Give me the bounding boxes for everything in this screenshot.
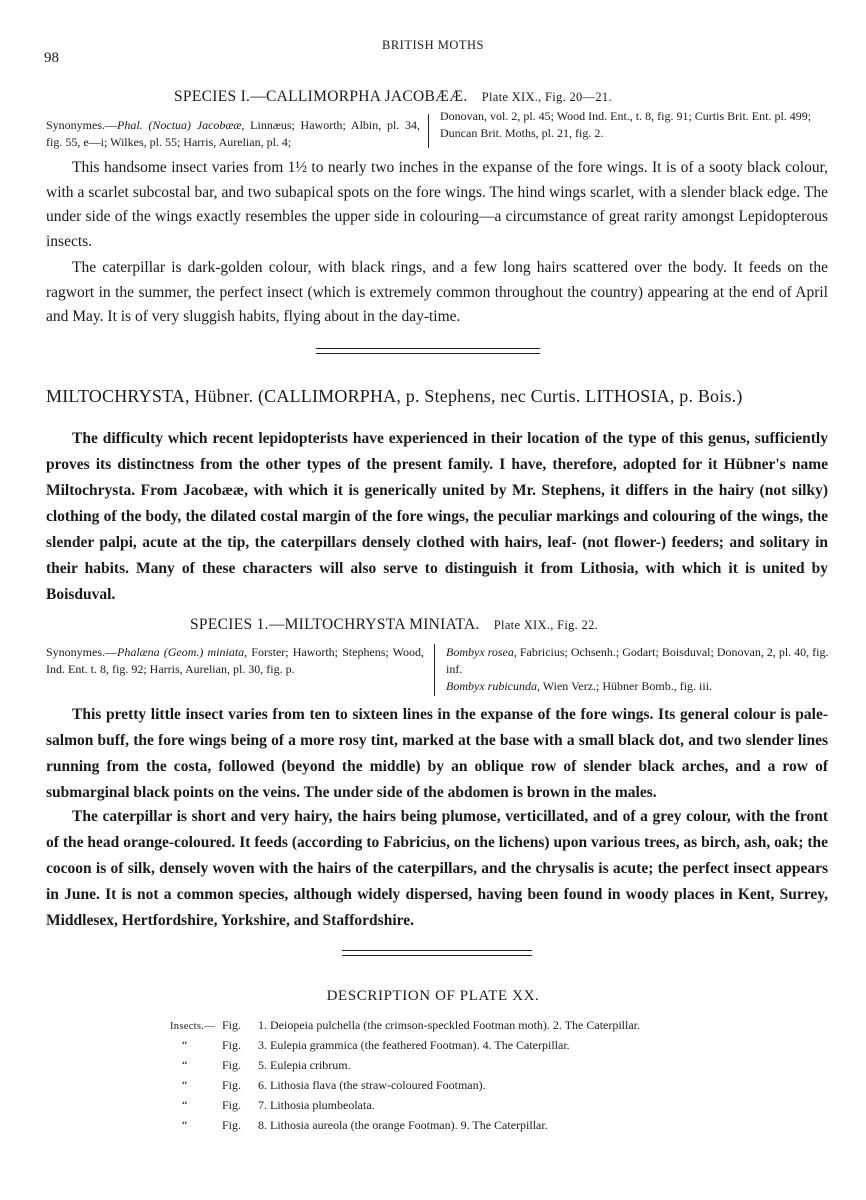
species2-heading <box>190 616 598 634</box>
synonym-name: Phal. (Noctua) Jacobææ, <box>117 118 245 132</box>
synonym-name: Phalæna (Geom.) miniata, <box>117 645 248 659</box>
plate-row-fig-label: Fig. <box>222 1118 242 1132</box>
plate-figure-row <box>182 1038 570 1056</box>
section-rule <box>316 348 540 349</box>
species2-synonymes-right <box>446 644 830 695</box>
plate-row-lead: “ <box>182 1098 188 1112</box>
plate-description-heading: DESCRIPTION OF PLATE XX. <box>326 988 540 1004</box>
plate-row-lead: “ <box>182 1078 188 1092</box>
plate-row-text: 7. Lithosia plumbeolata. <box>258 1098 375 1112</box>
species1-heading-main: SPECIES I.—CALLIMORPHA JACOBÆÆ. <box>174 88 468 105</box>
species2-heading-main: SPECIES 1.—MILTOCHRYSTA MINIATA. <box>190 616 480 633</box>
synonymes-divider <box>428 114 429 148</box>
plate-row-text: 3. Eulepia grammica (the feathered Footman). 4. The Caterpillar. <box>258 1038 570 1052</box>
genus-heading: MILTOCHRYSTA, Hübner. (CALLIMORPHA, p. Stephens, nec Curtis. LITHOSIA, p. Bois.) <box>46 386 743 406</box>
species2-caterpillar: The caterpillar is short and very hairy, the hairs being plumose, verticillated, and of a grey colour, with the front of the head orange-coloured. It feeds (according to Fabricius, on the lichens) upon various trees, as birch, ash, oak; the cocoon is of silk, densely woven with the hairs of the caterpillars, and the chrysalis is acute; the perfect insect appears in June. It is not a common species, although widely dispersed, having been found in woody places in Kent, Surrey, Middlesex, Hertfordshire, Yorkshire, and Staffordshire. <box>46 808 828 929</box>
synonym-references: Linnæus; Haworth; Albin, pl. 34, fig. 55, e—i; Wilkes, pl. 55; Harris, Aurelian, pl. 4; <box>46 118 421 149</box>
plate-figure-row <box>182 1118 548 1136</box>
section-rule <box>342 950 532 951</box>
section-rule <box>316 353 540 354</box>
synonymes-divider <box>434 644 435 696</box>
species1-synonymes-left <box>46 117 420 151</box>
synonym-references: Wien Verz.; Hübner Bomb., fig. iii. <box>542 679 713 693</box>
synonym-references: Forster; Haworth; Stephens; Wood, Ind. Ent. t. 8, fig. 92; Harris, Aurelian, pl. 30, fig. p. <box>46 645 425 676</box>
plate-figure-row <box>182 1058 351 1076</box>
synonymes-label: Synonymes.— <box>46 645 118 659</box>
plate-row-lead: “ <box>182 1118 188 1132</box>
section-rule <box>342 955 532 956</box>
species2-heading-plate: Plate XIX., Fig. 22. <box>493 618 599 632</box>
plate-row-text: 5. Eulepia cribrum. <box>258 1058 351 1072</box>
synonym-name: Bombyx rosea, <box>446 645 517 659</box>
plate-row-lead: Insects.— <box>170 1021 215 1032</box>
plate-row-text: 6. Lithosia flava (the straw-coloured Footman). <box>258 1078 486 1092</box>
plate-figure-row <box>170 1018 640 1036</box>
species1-heading-plate: Plate XIX., Fig. 20—21. <box>481 90 612 104</box>
plate-row-fig-label: Fig. <box>222 1018 242 1032</box>
plate-figure-row <box>182 1078 486 1096</box>
plate-row-fig-label: Fig. <box>222 1078 242 1092</box>
plate-row-lead: “ <box>182 1038 188 1052</box>
synonym-references: Fabricius; Ochsenh.; Godart; Boisduval; Donovan, 2, pl. 40, fig. inf. <box>446 645 829 676</box>
species1-heading <box>174 88 612 106</box>
plate-row-text: 1. Deiopeia pulchella (the crimson-speckled Footman moth). 2. The Caterpillar. <box>258 1018 641 1032</box>
plate-row-fig-label: Fig. <box>222 1038 242 1052</box>
species1-synonymes-right: Donovan, vol. 2, pl. 45; Wood Ind. Ent., t. 8, fig. 91; Curtis Brit. Ent. pl. 499; Duncan Brit. Moths, pl. 21, fig. 2. <box>440 109 812 140</box>
plate-row-lead: “ <box>182 1058 188 1072</box>
genus-description: The difficulty which recent lepidopterists have experienced in their location of the type of this genus, sufficiently proves its distinctness from the other types of the present family. I have, therefore, adopted for it Hübner's name Miltochrysta. From Jacobææ, with which it is generically united by Mr. Stephens, it differs in the hairy (not silky) clothing of the body, the dilated costal margin of the fore wings, the peculiar markings and colouring of the wings, the slender palpi, acute at the tip, the caterpillars densely clothed with hairs, leaf- (not flower-) feeders; and solitary in their habits. Many of these characters will also serve to distinguish it from Lithosia, with which it is united by Boisduval. <box>46 430 828 603</box>
species2-description: This pretty little insect varies from ten to sixteen lines in the expanse of the fore wings. Its general colour is pale-salmon buff, the fore wings being of a more rosy tint, marked at the base with a small black dot, and two slender lines running from the costa, followed (beyond the middle) by an oblique row of slender black arches, and a row of submarginal black points on the veins. The under side of the abdomen is brown in the males. <box>46 706 828 801</box>
species2-synonymes-left <box>46 644 424 678</box>
plate-row-fig-label: Fig. <box>222 1098 242 1112</box>
synonym-name: Bombyx rubicunda, <box>446 679 540 693</box>
plate-row-fig-label: Fig. <box>222 1058 242 1072</box>
synonymes-label: Synonymes.— <box>46 118 118 132</box>
running-title: BRITISH MOTHS <box>382 38 484 52</box>
species1-caterpillar: The caterpillar is dark-golden colour, with black rings, and a few long hairs scattered over the body. It feeds on the ragwort in the summer, the perfect insect (which is extremely common throughout the country) appearing at the end of April and May. It is of very sluggish habits, flying about in the day-time. <box>46 259 828 325</box>
species1-description: This handsome insect varies from 1½ to nearly two inches in the expanse of the fore wings. It is of a sooty black colour, with a scarlet subcostal bar, and two subapical spots on the fore wings. The hind wings scarlet, with a slender black edge. The under side of the wings exactly resembles the upper side in colouring—a circumstance of great rarity amongst Lepidopterous insects. <box>46 159 828 250</box>
page-number: 98 <box>44 50 59 66</box>
plate-figure-row <box>182 1098 375 1116</box>
plate-row-text: 8. Lithosia aureola (the orange Footman). 9. The Caterpillar. <box>258 1118 548 1132</box>
